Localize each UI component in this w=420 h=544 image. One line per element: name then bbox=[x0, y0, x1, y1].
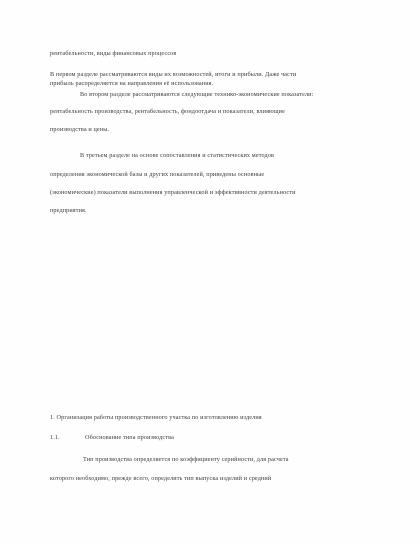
paragraph-line: В первом разделе рассматриваются виды их возможностей, итоги и прибыли. Даже части bbox=[50, 71, 297, 78]
paragraph-line: предприятия. bbox=[50, 207, 87, 214]
body-line: которого необходимо, прежде всего, определить тип выпуска изделий и средний bbox=[50, 475, 272, 482]
paragraph-heading: рентабельности, виды финансовых процессов bbox=[50, 50, 177, 57]
paragraph-line: (экономические) показатели выполнения управленческой и эффективности деятельности bbox=[50, 189, 296, 196]
body-line: Тип производства определяется по коэффициенту серийности, для расчета bbox=[83, 456, 289, 463]
paragraph-line: Во втором разделе рассматриваются следующие технико-экономические показатели: bbox=[80, 91, 314, 98]
paragraph-line: производства и цены. bbox=[50, 126, 110, 133]
subsection-title: Обоснование типа производства bbox=[85, 434, 174, 441]
subsection-number: 1.1. bbox=[50, 434, 60, 441]
paragraph-line: В третьем разделе на основе сопоставления и статистических методов bbox=[80, 152, 275, 159]
paragraph-line: определения экономической базы и других показателей, приведены основные bbox=[50, 171, 265, 178]
paragraph-line: прибыль распределяется на направления её использования. bbox=[50, 80, 214, 87]
paragraph-line: рентабельность производства, рентабельность, фондоотдача и показатели, влияющие bbox=[50, 108, 285, 115]
section-title: 1. Организация работы производственного участка по изготовлению изделия bbox=[50, 414, 262, 421]
